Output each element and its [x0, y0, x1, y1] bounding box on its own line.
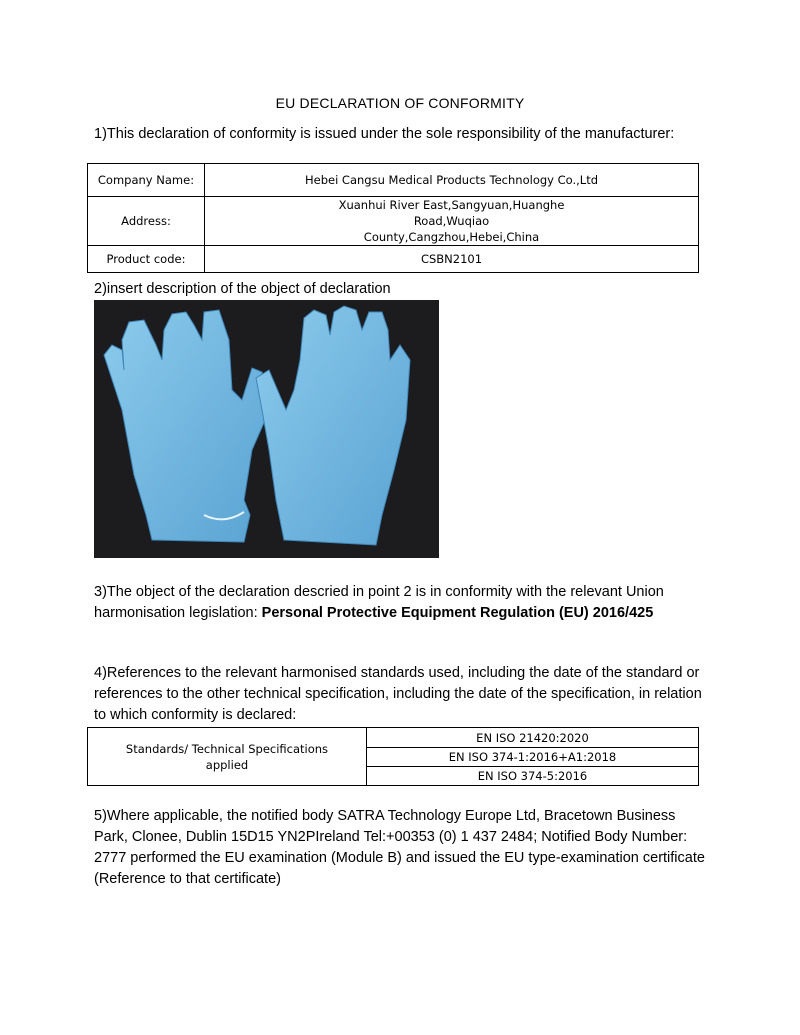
- right-glove: [256, 306, 410, 545]
- standards-label: Standards/ Technical Specifications applied: [88, 728, 367, 786]
- product-code-label: Product code:: [88, 246, 205, 273]
- company-name-value: Hebei Cangsu Medical Products Technology Co.,Ltd: [205, 164, 699, 197]
- gloves-photo: [94, 300, 439, 558]
- product-code-value: CSBN2101: [205, 246, 699, 273]
- left-glove: [104, 310, 266, 542]
- section-3-body: 3)The object of the declaration descried in point 2 is in conformity with the relevant Union harmonisation legislation:: [94, 584, 664, 621]
- address-label: Address:: [88, 197, 205, 246]
- section-3-text: [94, 582, 714, 624]
- company-name-label: Company Name:: [88, 164, 205, 197]
- standard-2: EN ISO 374-1:2016+A1:2018: [367, 748, 699, 767]
- standard-1: EN ISO 21420:2020: [367, 728, 699, 748]
- document-title: EU DECLARATION OF CONFORMITY: [275, 95, 525, 111]
- section-1-text: 1)This declaration of conformity is issued under the sole responsibility of the manufacturer:: [94, 126, 675, 142]
- regulation-reference: Personal Protective Equipment Regulation (EU) 2016/425: [261, 605, 654, 621]
- gloves-image: [94, 300, 439, 558]
- section-2-text: 2)insert description of the object of declaration: [94, 281, 391, 297]
- manufacturer-table: [87, 163, 699, 273]
- standard-3: EN ISO 374-5:2016: [367, 767, 699, 786]
- section-4-text: 4)References to the relevant harmonised standards used, including the date of the standard or references to the other technical specification, including the date of the specification, in relation to which conformity is declared:: [94, 665, 702, 723]
- standards-table: [87, 727, 699, 786]
- address-value: Xuanhui River East,Sangyuan,Huanghe Road,Wuqiao County,Cangzhou,Hebei,China: [205, 197, 699, 246]
- section-5-text: 5)Where applicable, the notified body SATRA Technology Europe Ltd, Bracetown Business Park, Clonee, Dublin 15D15 YN2PIreland Tel:+00353 (0) 1 437 2484; Notified Body Number: 2777 performed the EU examination (Module B) and issued the EU type-examination certificate (Reference to that certificate): [94, 808, 705, 887]
